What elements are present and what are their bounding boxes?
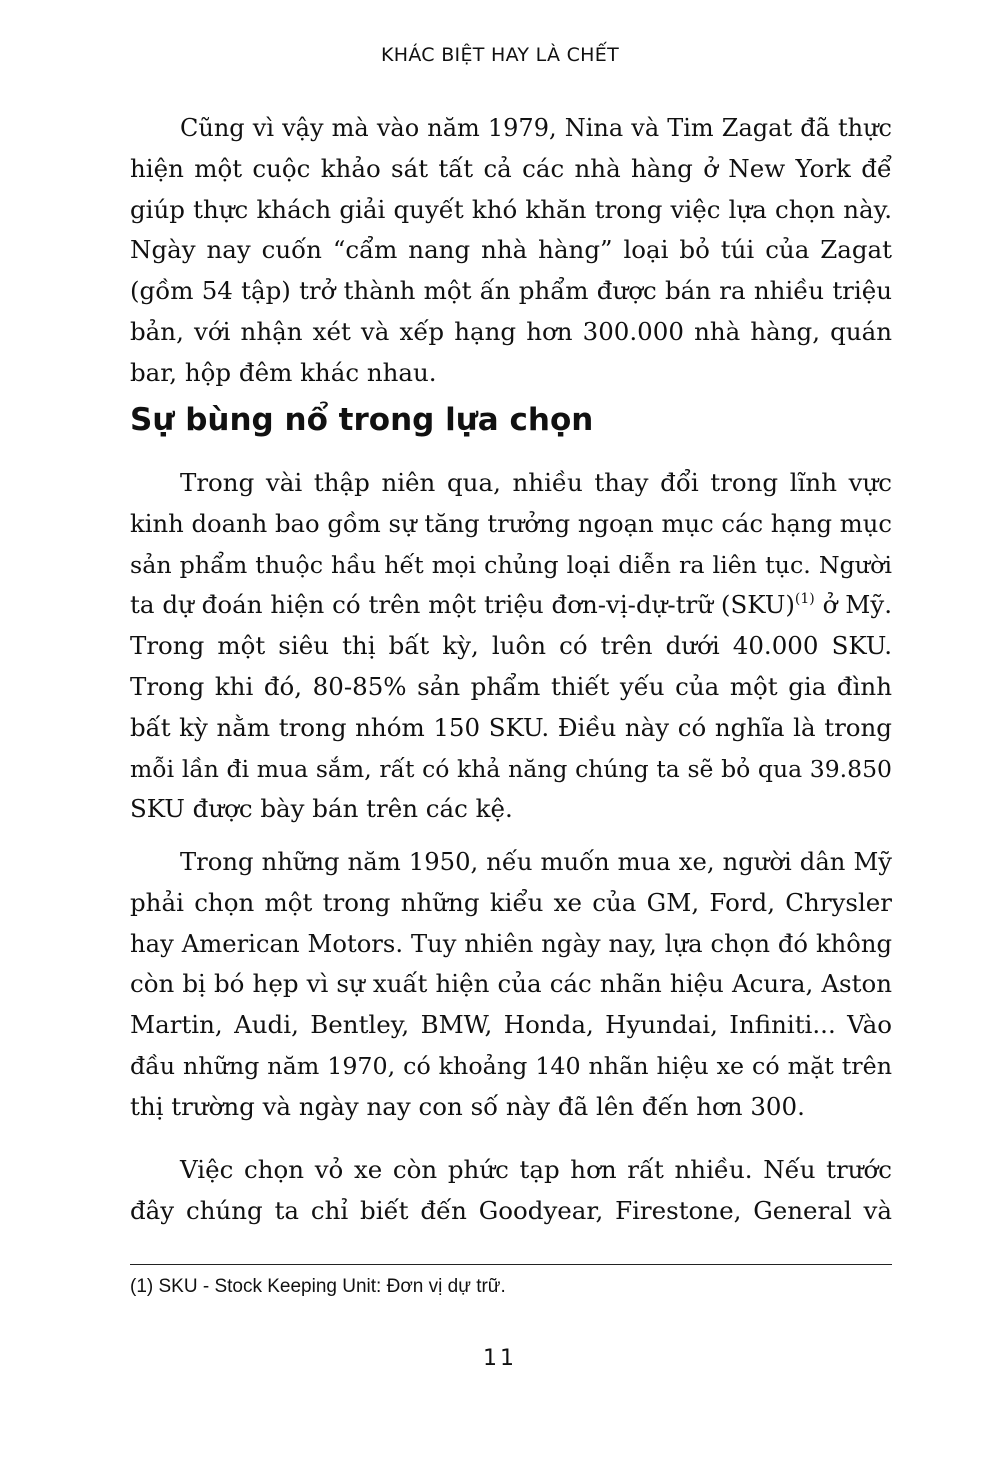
paragraph-3 [130,842,892,1128]
paragraph-line-with-footnote-ref [130,585,892,626]
paragraph-line: còn bị bó hẹp vì sự xuất hiện của các nhãn hiệu Acura, Aston [130,969,892,999]
paragraph-line: Martin, Audi, Bentley, BMW, Honda, Hyundai, Infiniti... Vào [130,1010,892,1040]
paragraph-line: Việc chọn vỏ xe còn phức tạp hơn rất nhiều. Nếu trước [180,1155,892,1184]
page-number: 11 [483,1346,517,1371]
paragraph-line: bar, hộp đêm khác nhau. [130,357,437,387]
paragraph-line: đây chúng ta chỉ biết đến Goodyear, Firestone, General và [130,1195,892,1225]
line-text-tail: ở Mỹ. [814,590,892,620]
paragraph-line: bản, với nhận xét và xếp hạng hơn 300.000 nhà hàng, quán [130,316,892,346]
paragraph-line: Cũng vì vậy mà vào năm 1979, Nina và Tim Zagat đã thực [180,114,892,142]
running-header: KHÁC BIỆT HAY LÀ CHẾT [381,44,619,66]
paragraph-line: mỗi lần đi mua sắm, rất có khả năng chúng ta sẽ bỏ qua 39.850 [130,754,892,783]
paragraph-4 [130,1150,892,1232]
paragraph-line: bất kỳ nằm trong nhóm 150 SKU. Điều này có nghĩa là trong [130,712,892,742]
paragraph-line: Trong những năm 1950, nếu muốn mua xe, người dân Mỹ [180,847,892,876]
paragraph-line: Trong một siêu thị bất kỳ, luôn có trên dưới 40.000 SKU. [130,631,892,661]
footnote: (1) SKU - Stock Keeping Unit: Đơn vị dự trữ. [130,1276,506,1297]
paragraph-2 [130,463,892,830]
paragraph-line: Ngày nay cuốn “cẩm nang nhà hàng” loại bỏ túi của Zagat [130,235,892,265]
section-heading: Sự bùng nổ trong lựa chọn [130,402,594,438]
paragraph-line: hiện một cuộc khảo sát tất cả các nhà hàng ở New York để [130,153,892,183]
paragraph-line: SKU được bày bán trên các kệ. [130,794,513,824]
paragraph-line: hay American Motors. Tuy nhiên ngày nay, lựa chọn đó không [130,928,892,958]
footnote-divider [130,1264,892,1265]
paragraph-line: sản phẩm thuộc hầu hết mọi chủng loại diễn ra liên tục. Người [130,550,892,579]
paragraph-line: kinh doanh bao gồm sự tăng trưởng ngoạn mục các hạng mục [130,508,892,538]
paragraph-1 [130,108,892,394]
paragraph-line: Trong khi đó, 80-85% sản phẩm thiết yếu của một gia đình [130,671,892,701]
line-text: ta dự đoán hiện có trên một triệu đơn-vị-dự-trữ (SKU) [130,590,795,620]
footnote-ref[interactable]: (1) [794,591,815,608]
paragraph-line: phải chọn một trong những kiểu xe của GM, Ford, Chrysler [130,887,892,917]
paragraph-line: Trong vài thập niên qua, nhiều thay đổi trong lĩnh vực [180,468,892,497]
paragraph-line: đầu những năm 1970, có khoảng 140 nhãn hiệu xe có mặt trên [130,1051,892,1080]
paragraph-line: thị trường và ngày nay con số này đã lên đến hơn 300. [130,1091,805,1121]
paragraph-line: (gồm 54 tập) trở thành một ấn phẩm được bán ra nhiều triệu [130,276,892,306]
paragraph-line: giúp thực khách giải quyết khó khăn trong việc lựa chọn này. [130,194,892,224]
